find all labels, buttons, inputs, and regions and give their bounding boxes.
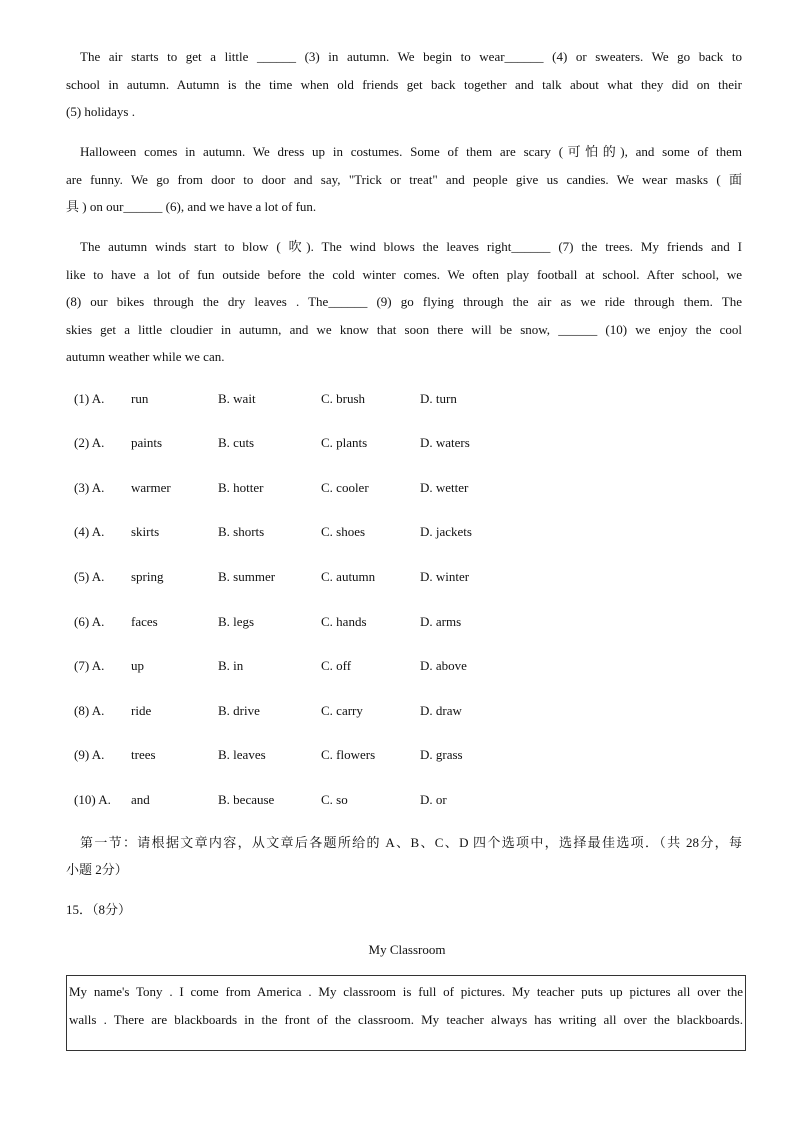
option-c: C. cooler [321, 480, 369, 495]
option-c: C. flowers [321, 747, 376, 762]
option-b: B. in [218, 658, 244, 673]
option-c: C. autumn [321, 569, 376, 584]
option-a: run [131, 391, 149, 406]
option-d: D. arms [420, 614, 462, 629]
option-a: ride [131, 703, 152, 718]
option-c: C. off [321, 658, 352, 673]
question-number: (7) A. [74, 658, 105, 673]
option-d: D. grass [420, 747, 463, 762]
option-a: warmer [131, 480, 171, 495]
option-b: B. hotter [218, 480, 264, 495]
instruction-line: 第一节：请根据文章内容，从文章后各题所给的 A、B、C、D 四个选项中，选择最佳选项．（共 28分，每 [80, 835, 742, 850]
option-c: C. so [321, 792, 348, 807]
reading-title: My Classroom [368, 942, 446, 957]
option-b: B. cuts [218, 435, 255, 450]
option-b: B. because [218, 792, 275, 807]
passage-line: 具 ) on our______ (6), and we have a lot of fun. [66, 199, 317, 214]
instruction-line: 小题 2分） [66, 862, 128, 877]
question-number: (5) A. [74, 569, 105, 584]
option-a: trees [131, 747, 156, 762]
reading-line: walls . There are blackboards in the front of the classroom. My teacher always has writing all over the blackboards. [69, 1012, 743, 1027]
option-a: spring [131, 569, 164, 584]
paragraph-halloween [66, 138, 742, 221]
option-a: skirts [131, 524, 160, 539]
passage-line: The air starts to get a little ______ (3) in autumn. We begin to wear______ (4) or sweaters. We go back to [80, 49, 742, 64]
question-number: (6) A. [74, 614, 105, 629]
option-b: B. wait [218, 391, 256, 406]
option-a: and [131, 792, 150, 807]
reading-passage-box [66, 975, 746, 1051]
option-c: C. brush [321, 391, 366, 406]
question-number: (1) A. [74, 391, 105, 406]
option-d: D. draw [420, 703, 462, 718]
passage-line: Halloween comes in autumn. We dress up in costumes. Some of them are scary (可怕的), and some of them [80, 144, 742, 159]
option-d: D. waters [420, 435, 470, 450]
question-number: (10) A. [74, 792, 111, 807]
option-a: paints [131, 435, 163, 450]
reading-line: My name's Tony . I come from America . My classroom is full of pictures. My teacher puts up pictures all over the [69, 984, 743, 999]
option-b: B. summer [218, 569, 276, 584]
question-number: (3) A. [74, 480, 105, 495]
option-b: B. shorts [218, 524, 265, 539]
option-c: C. plants [321, 435, 368, 450]
option-b: B. leaves [218, 747, 266, 762]
option-d: D. or [420, 792, 447, 807]
option-a: faces [131, 614, 158, 629]
question-15-heading: 15．（8分） [66, 902, 132, 917]
option-b: B. drive [218, 703, 260, 718]
option-a: up [131, 658, 144, 673]
paragraph-autumn-intro [66, 43, 742, 126]
passage-line: school in autumn. Autumn is the time when old friends get back together and talk about what they did on their [66, 76, 742, 92]
option-d: D. wetter [420, 480, 469, 495]
question-number: (8) A. [74, 703, 105, 718]
option-d: D. above [420, 658, 467, 673]
passage-line: (5) holidays . [66, 104, 135, 119]
passage-line: The autumn winds start to blow ( 吹). The wind blows the leaves right______ (7) the trees. My friends and I [80, 239, 742, 254]
option-c: C. hands [321, 614, 367, 629]
option-d: D. turn [420, 391, 457, 406]
question-number: (4) A. [74, 524, 105, 539]
passage-line: are funny. We go from door to door and say, "Trick or treat" and people give us candies. We wear masks ( 面 [66, 171, 742, 187]
option-d: D. winter [420, 569, 470, 584]
section-instructions [66, 829, 742, 883]
passage-line: (8) our bikes through the dry leaves . The______ (9) go flying through the air as we ride through them. The [66, 294, 742, 309]
question-number: (9) A. [74, 747, 105, 762]
passage-line: autumn weather while we can. [66, 349, 225, 364]
option-c: C. carry [321, 703, 363, 718]
passage-line: like to have a lot of fun outside before the cold winter comes. We often play football at school. After school, we [66, 266, 742, 282]
passage-line: skies get a little cloudier in autumn, and we know that soon there will be snow, ______ (10) we enjoy the cool [66, 321, 742, 337]
option-c: C. shoes [321, 524, 366, 539]
option-d: D. jackets [420, 524, 472, 539]
option-b: B. legs [218, 614, 255, 629]
paragraph-autumn-winds [66, 233, 742, 371]
question-number: (2) A. [74, 435, 105, 450]
